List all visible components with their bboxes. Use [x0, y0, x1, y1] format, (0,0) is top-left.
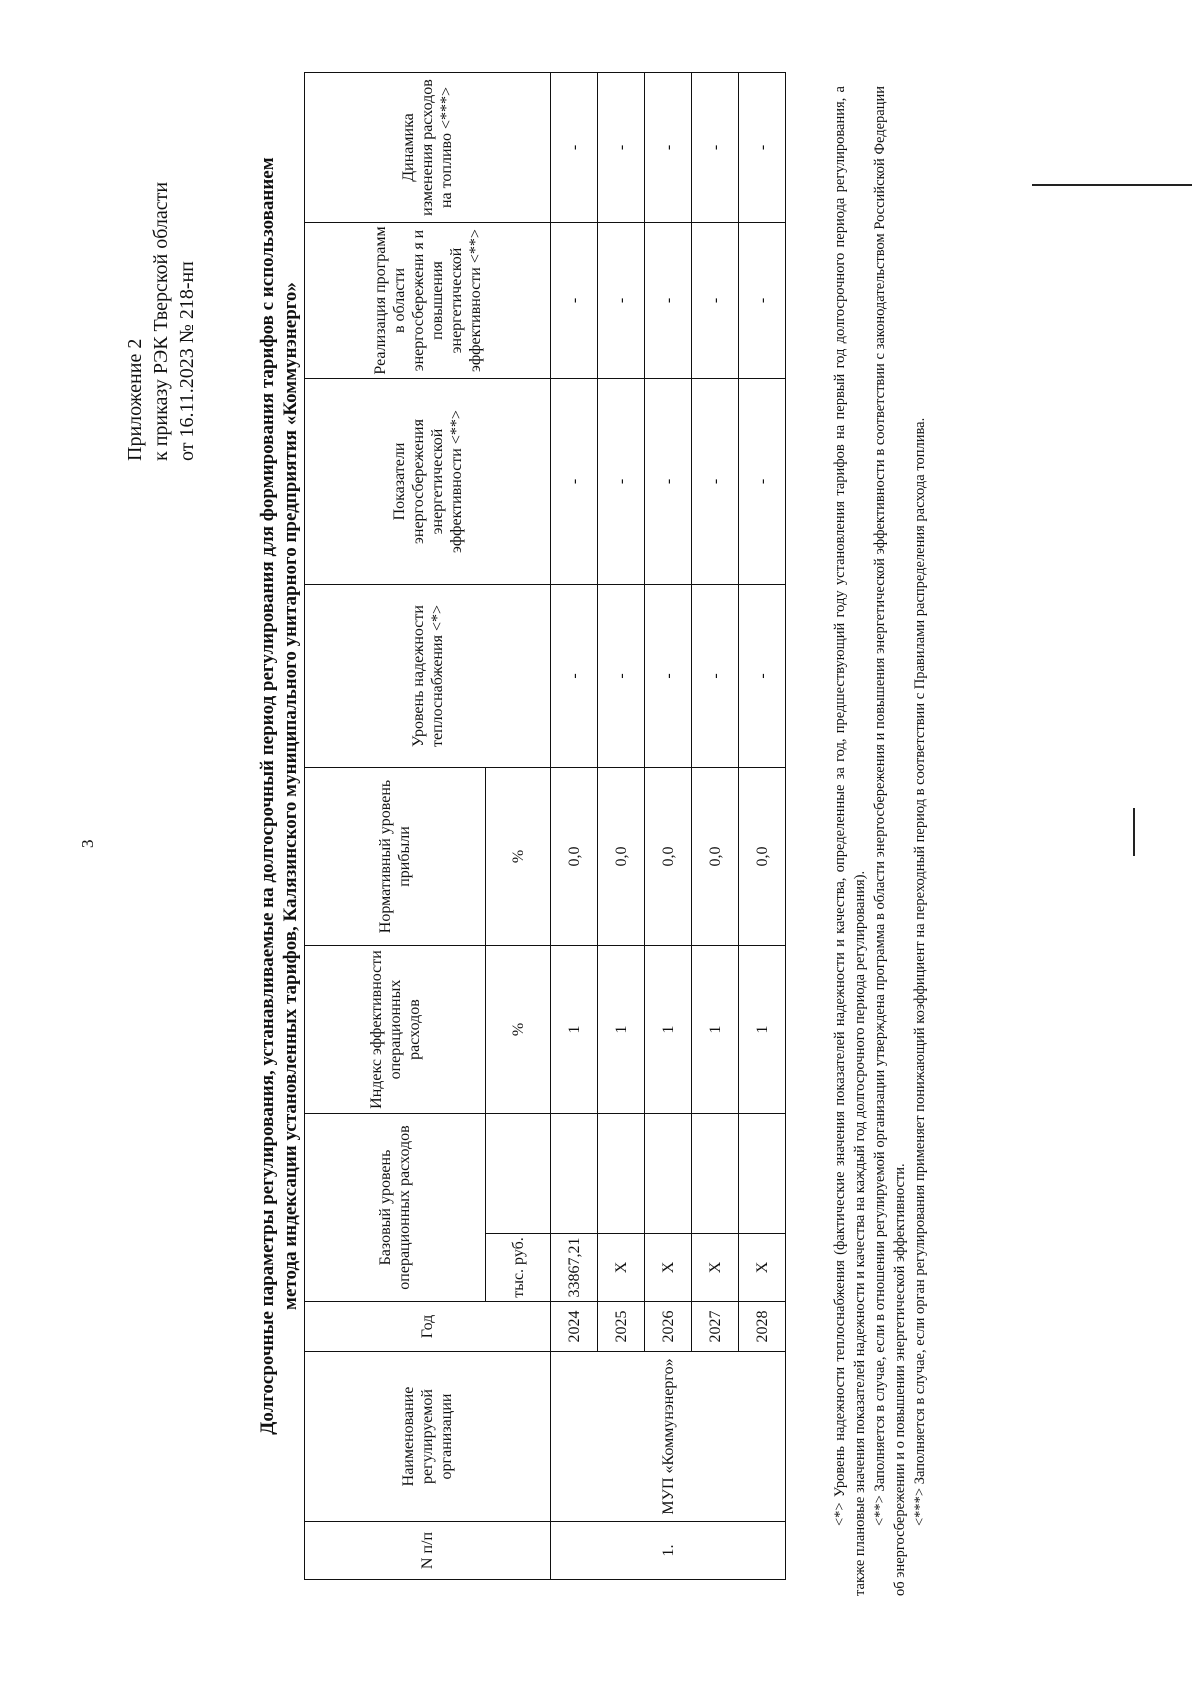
cell-programs: -: [645, 223, 692, 379]
tariff-parameters-table: [304, 72, 786, 1580]
cell-indicators: -: [645, 379, 692, 585]
header-org: Наименование регулируемой организации: [305, 1352, 551, 1522]
cell-base-value: X: [739, 1234, 786, 1302]
cell-base-value: 33867,21: [551, 1234, 598, 1302]
cell-reliability: -: [551, 585, 598, 768]
cell-org-name: МУП «Коммунэнерго»: [551, 1352, 786, 1522]
scan-edge-line: [1032, 184, 1192, 186]
unit-profit: %: [486, 768, 551, 946]
appendix-heading: [122, 61, 200, 461]
cell-year: 2027: [692, 1302, 739, 1352]
header-fuel: Динамика изменения расходов на топливо <***>: [305, 73, 551, 223]
cell-indicators: -: [692, 379, 739, 585]
header-num: N п/п: [305, 1522, 551, 1580]
cell-year: 2028: [739, 1302, 786, 1352]
header-indicators: Показатели энергосбережения энергетической эффективности <**>: [305, 379, 551, 585]
cell-base-empty: [598, 1114, 645, 1234]
cell-idx: 1: [645, 946, 692, 1114]
cell-idx: 1: [551, 946, 598, 1114]
cell-year: 2026: [645, 1302, 692, 1352]
header-idx: Индекс эффективности операционных расходов: [305, 946, 486, 1114]
cell-base-empty: [739, 1114, 786, 1234]
header-year: Год: [305, 1302, 551, 1352]
cell-year: 2025: [598, 1302, 645, 1352]
cell-fuel: -: [598, 73, 645, 223]
cell-org-num: 1.: [551, 1522, 786, 1580]
cell-base-empty: [551, 1114, 598, 1234]
cell-base-value: X: [598, 1234, 645, 1302]
title-line-1: Долгосрочные параметры регулирования, устанавливаемые на долгосрочный период регулирования для формирования тарифов с использованием: [257, 157, 278, 1435]
unit-base-empty: [486, 1114, 551, 1234]
cell-profit: 0,0: [645, 768, 692, 946]
cell-programs: -: [598, 223, 645, 379]
cell-reliability: -: [645, 585, 692, 768]
header-programs: Реализация программ в области энергосбережени я и повышения энергетической эффективности <**>: [305, 223, 551, 379]
cell-idx: 1: [692, 946, 739, 1114]
footnote-1: <*> Уровень надежности теплоснабжения (фактические значения показателей надежности и качества, определенные за год, предшествующий году установления тарифов на первый год долгосрочного периода регулирования, а также плановые значения показателей надежности и качества на каждый год долгосрочного периода регулирования).: [832, 86, 868, 1596]
cell-fuel: -: [692, 73, 739, 223]
cell-fuel: -: [551, 73, 598, 223]
scan-edge-mark: [1133, 808, 1135, 856]
footnote-2: <**> Заполняется в случае, если в отношении регулируемой организации утверждена программа в области энергосбережения и повышения энергетической эффективности в соответствии с законодательством Российской Федерации об энергосбережении и о повышении энергетической эффективности.: [872, 86, 908, 1596]
unit-base: тыс. руб.: [486, 1234, 551, 1302]
cell-programs: -: [551, 223, 598, 379]
header-profit: Нормативный уровень прибыли: [305, 768, 486, 946]
cell-base-empty: [692, 1114, 739, 1234]
cell-profit: 0,0: [551, 768, 598, 946]
cell-idx: 1: [739, 946, 786, 1114]
cell-fuel: -: [645, 73, 692, 223]
cell-programs: -: [739, 223, 786, 379]
cell-profit: 0,0: [739, 768, 786, 946]
cell-reliability: -: [739, 585, 786, 768]
table-row: [551, 73, 598, 1580]
appendix-line-2: к приказу РЭК Тверской области: [150, 181, 172, 461]
cell-idx: 1: [598, 946, 645, 1114]
cell-profit: 0,0: [692, 768, 739, 946]
appendix-line-3: от 16.11.2023 № 218-нп: [176, 261, 198, 461]
cell-programs: -: [692, 223, 739, 379]
appendix-line-1: Приложение 2: [124, 338, 146, 461]
page-number: 3: [78, 839, 97, 848]
cell-indicators: -: [551, 379, 598, 585]
title-line-2: метода индексации установленных тарифов, Калязинского муниципального унитарного предприятия «Коммунэнерго»: [280, 282, 301, 1310]
cell-year: 2024: [551, 1302, 598, 1352]
table-header-row: [305, 73, 486, 1580]
cell-reliability: -: [692, 585, 739, 768]
cell-base-empty: [645, 1114, 692, 1234]
header-base: Базовый уровень операционных расходов: [305, 1114, 486, 1302]
footnote-3: <***> Заполняется в случае, если орган регулирования применяет понижающий коэффициент на переходный период в соответствии с Правилами распределения расхода топлива.: [912, 417, 928, 1526]
document-title: [256, 0, 302, 1596]
header-reliability: Уровень надежности теплоснабжения <*>: [305, 585, 551, 768]
cell-profit: 0,0: [598, 768, 645, 946]
cell-fuel: -: [739, 73, 786, 223]
cell-indicators: -: [598, 379, 645, 585]
unit-idx: %: [486, 946, 551, 1114]
cell-reliability: -: [598, 585, 645, 768]
cell-indicators: -: [739, 379, 786, 585]
footnotes: [830, 86, 930, 1596]
cell-base-value: X: [645, 1234, 692, 1302]
cell-base-value: X: [692, 1234, 739, 1302]
